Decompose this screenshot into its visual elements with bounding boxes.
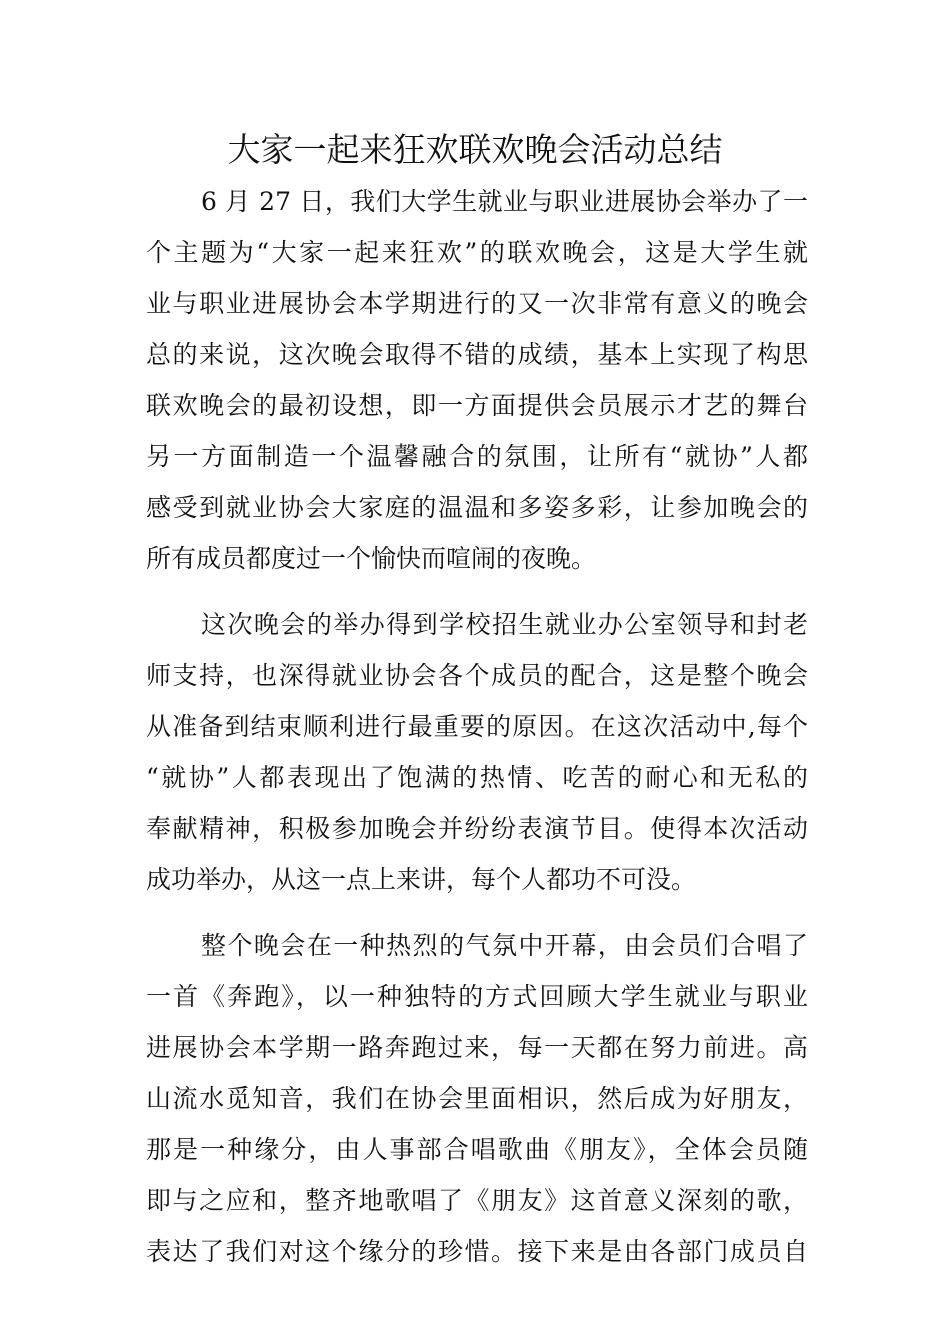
paragraph-line: 成功举办，从这一点上来讲，每个人都功不可没。 [146,865,697,894]
paragraph-line: 总的来说，这次晚会取得不错的成绩，基本上实现了构思 [146,340,808,369]
paragraph-line: 个主题为“大家一起来狂欢”的联欢晚会，这是大学生就 [146,238,808,267]
paragraph-line: 感受到就业协会大家庭的温温和多姿多彩，让参加晚会的 [146,493,808,522]
paragraph-3 [146,920,808,1277]
paragraph-line: 所有成员都度过一个愉快而喧闹的夜晚。 [146,544,597,573]
paragraph-gap [146,905,808,920]
paragraph-line: 6 月 27 日，我们大学生就业与职业进展协会举办了一 [201,187,808,216]
paragraph-line: 表达了我们对这个缘分的珍惜。接下来是由各部门成员自 [146,1237,808,1266]
paragraph-line: 一首《奔跑》，以一种独特的方式回顾大学生就业与职业 [146,982,808,1011]
paragraph-line: 联欢晚会的最初设想，即一方面提供会员展示才艺的舞台 [146,391,808,420]
paragraph-line: “就协”人都表现出了饱满的热情、吃苦的耐心和无私的 [146,763,808,792]
paragraph-line: 奉献精神，积极参加晚会并纷纷表演节目。使得本次活动 [146,814,808,843]
paragraph-line: 另一方面制造一个温馨融合的氛围，让所有“就协”人都 [146,442,808,471]
document-title: 大家一起来狂欢联欢晚会活动总结 [227,130,723,169]
paragraph-line: 整个晚会在一种热烈的气氛中开幕，由会员们合唱了 [201,931,808,960]
paragraph-line: 山流水觅知音，我们在协会里面相识，然后成为好朋友， [146,1084,808,1113]
paragraph-1 [146,176,808,584]
paragraph-line: 那是一种缘分，由人事部合唱歌曲《朋友》，全体会员随 [146,1135,808,1164]
paragraph-line: 即与之应和，整齐地歌唱了《朋友》这首意义深刻的歌， [146,1186,808,1215]
paragraph-gap [146,584,808,599]
paragraph-2 [146,599,808,905]
paragraph-line: 进展协会本学期一路奔跑过来，每一天都在努力前进。高 [146,1033,808,1062]
document-body [146,176,808,1277]
paragraph-line: 师支持，也深得就业协会各个成员的配合，这是整个晚会 [146,661,808,690]
paragraph-line: 业与职业进展协会本学期进行的又一次非常有意义的晚会 [146,289,808,318]
paragraph-line: 从准备到结束顺利进行最重要的原因。在这次活动中,每个 [146,712,808,741]
paragraph-line: 这次晚会的举办得到学校招生就业办公室领导和封老 [201,610,808,639]
